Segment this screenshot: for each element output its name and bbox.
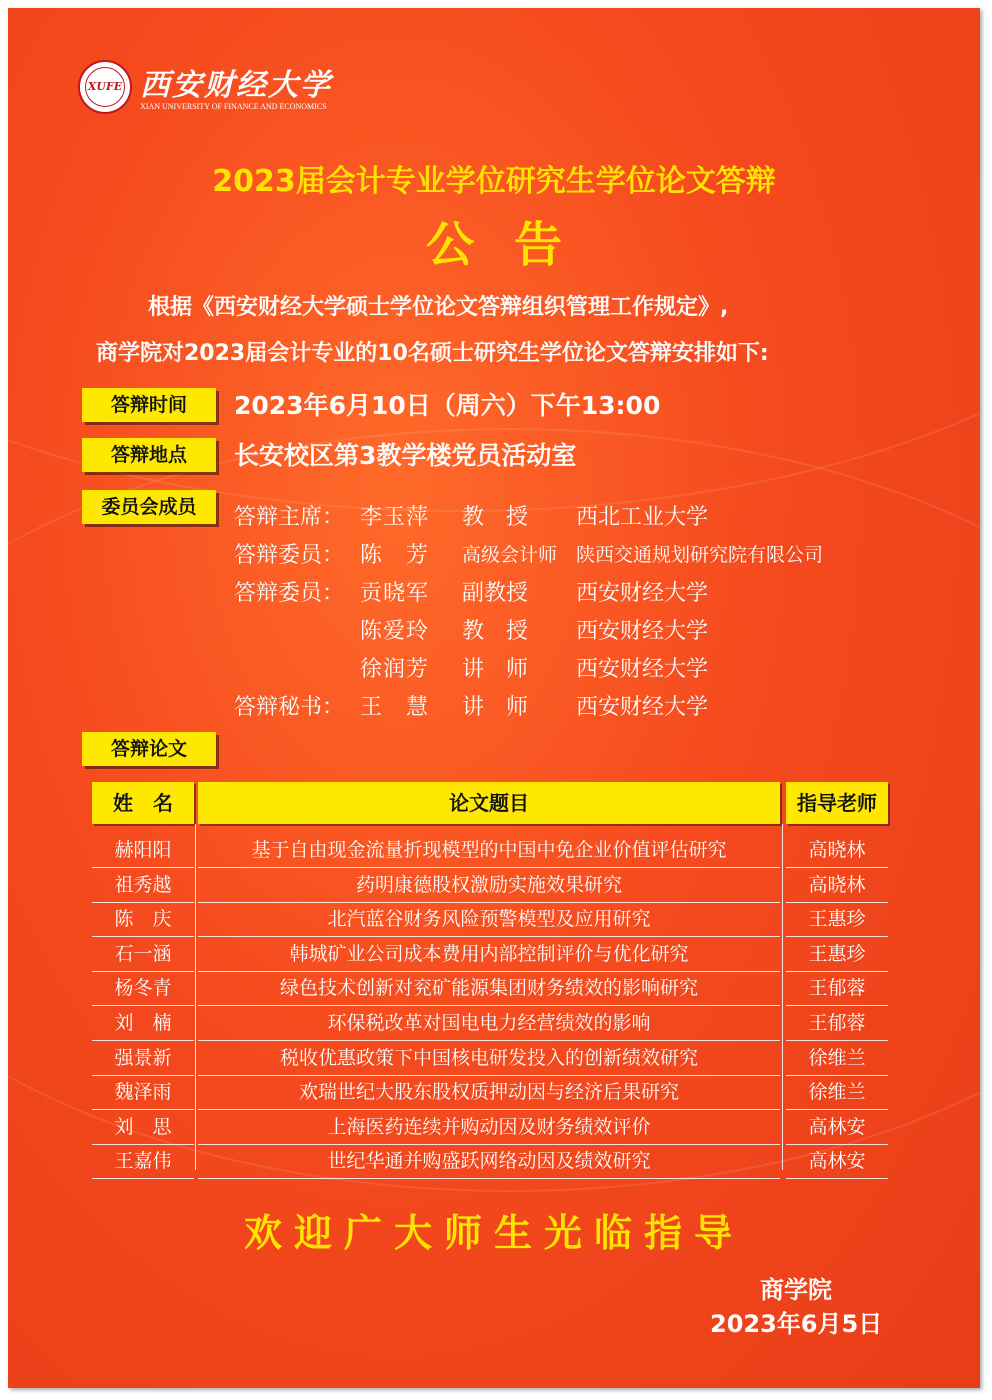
committee-title: 讲 师 bbox=[462, 657, 529, 682]
defense-time: 2023年6月10日（周六）下午13:00 bbox=[234, 391, 661, 420]
committee-role: 答辩委员： bbox=[234, 543, 345, 568]
thesis-title-cell: 绿色技术创新对兖矿能源集团财务绩效的影响研究 bbox=[198, 972, 780, 1006]
announcement-poster bbox=[8, 8, 980, 1388]
committee-title: 高级会计师 bbox=[462, 544, 558, 566]
thesis-title-cell: 韩城矿业公司成本费用内部控制评价与优化研究 bbox=[198, 938, 780, 972]
student-name-cell: 王嘉伟 bbox=[92, 1145, 194, 1179]
thesis-title-cell: 药明康德股权激励实施效果研究 bbox=[198, 869, 780, 903]
student-name-cell: 杨冬青 bbox=[92, 972, 194, 1006]
committee-name: 徐润芳 bbox=[360, 657, 430, 682]
university-name: 西安财经大学 bbox=[140, 68, 332, 103]
advisor-cell: 王郁蓉 bbox=[786, 972, 888, 1006]
advisor-cell: 高晓林 bbox=[786, 869, 888, 903]
university-name-en: XIAN UNIVERSITY OF FINANCE AND ECONOMICS bbox=[140, 102, 327, 111]
thesis-title-cell: 基于自由现金流量折现模型的中国中免企业价值评估研究 bbox=[198, 834, 780, 868]
committee-org: 西安财经大学 bbox=[576, 619, 709, 644]
thesis-title-cell: 欢瑞世纪大股东股权质押动因与经济后果研究 bbox=[198, 1076, 780, 1110]
committee-role: 答辩主席： bbox=[234, 505, 345, 530]
student-name-cell: 刘 楠 bbox=[92, 1007, 194, 1041]
table-row bbox=[92, 903, 888, 938]
advisor-cell: 王郁蓉 bbox=[786, 1007, 888, 1041]
advisor-cell: 徐维兰 bbox=[786, 1076, 888, 1110]
committee-org: 陕西交通规划研究院有限公司 bbox=[576, 544, 824, 566]
announcement-title: 2023届会计专业学位研究生学位论文答辩 bbox=[212, 164, 776, 199]
thesis-title-cell: 上海医药连续并购动因及财务绩效评价 bbox=[198, 1111, 780, 1145]
advisor-cell: 王惠珍 bbox=[786, 938, 888, 972]
student-name-cell: 石一涵 bbox=[92, 938, 194, 972]
thesis-title-cell: 环保税改革对国电电力经营绩效的影响 bbox=[198, 1007, 780, 1041]
table-row bbox=[92, 1007, 888, 1042]
student-name-cell: 赫阳阳 bbox=[92, 834, 194, 868]
thesis-title-cell: 税收优惠政策下中国核电研发投入的创新绩效研究 bbox=[198, 1042, 780, 1076]
committee-name: 李玉萍 bbox=[360, 505, 430, 530]
student-name-cell: 魏泽雨 bbox=[92, 1076, 194, 1110]
defense-place-label: 答辩地点 bbox=[82, 438, 216, 472]
committee-name: 陈 芳 bbox=[360, 543, 430, 568]
committee-org: 西安财经大学 bbox=[576, 695, 709, 720]
table-row bbox=[92, 938, 888, 973]
announcement-heading: 公告 bbox=[425, 217, 602, 273]
table-row bbox=[92, 869, 888, 904]
intro-line-2: 商学院对2023届会计专业的10名硕士研究生学位论文答辩安排如下: bbox=[96, 341, 769, 366]
committee-org: 西安财经大学 bbox=[576, 657, 709, 682]
committee-name: 陈爱玲 bbox=[360, 619, 430, 644]
table-row bbox=[92, 972, 888, 1007]
advisor-cell: 徐维兰 bbox=[786, 1042, 888, 1076]
advisor-cell: 高林安 bbox=[786, 1111, 888, 1145]
university-seal-icon: XUFE bbox=[78, 60, 132, 114]
issuing-department: 商学院 bbox=[760, 1276, 832, 1304]
committee-title: 副教授 bbox=[462, 581, 529, 606]
header-thesis-title: 论文题目 bbox=[198, 782, 780, 824]
committee-label: 委员会成员 bbox=[82, 490, 216, 524]
header-student-name: 姓 名 bbox=[92, 782, 194, 824]
committee-name: 贡晓军 bbox=[360, 581, 430, 606]
intro-line-1: 根据《西安财经大学硕士学位论文答辩组织管理工作规定》, bbox=[148, 295, 729, 320]
header-advisor: 指导老师 bbox=[786, 782, 888, 824]
advisor-cell: 王惠珍 bbox=[786, 903, 888, 937]
table-row bbox=[92, 1076, 888, 1111]
committee-title: 讲 师 bbox=[462, 695, 529, 720]
committee-title: 教 授 bbox=[462, 619, 529, 644]
committee-role: 答辩委员： bbox=[234, 581, 345, 606]
student-name-cell: 刘 思 bbox=[92, 1111, 194, 1145]
welcome-message: 欢迎广大师生光临指导 bbox=[243, 1210, 744, 1255]
thesis-title-cell: 北汽蓝谷财务风险预警模型及应用研究 bbox=[198, 903, 780, 937]
defense-time-label: 答辩时间 bbox=[82, 388, 216, 422]
student-name-cell: 陈 庆 bbox=[92, 903, 194, 937]
university-logo bbox=[78, 58, 338, 122]
defense-place: 长安校区第3教学楼党员活动室 bbox=[234, 441, 577, 470]
table-row bbox=[92, 1111, 888, 1146]
table-row bbox=[92, 834, 888, 869]
table-row bbox=[92, 1042, 888, 1077]
committee-org: 西北工业大学 bbox=[576, 505, 709, 530]
advisor-cell: 高林安 bbox=[786, 1145, 888, 1179]
committee-title: 教 授 bbox=[462, 505, 529, 530]
thesis-title-cell: 世纪华通并购盛跃网络动因及绩效研究 bbox=[198, 1145, 780, 1179]
student-name-cell: 强景新 bbox=[92, 1042, 194, 1076]
thesis-label: 答辩论文 bbox=[82, 732, 216, 766]
committee-name: 王 慧 bbox=[360, 695, 430, 720]
committee-role: 答辩秘书： bbox=[234, 695, 345, 720]
committee-org: 西安财经大学 bbox=[576, 581, 709, 606]
advisor-cell: 高晓林 bbox=[786, 834, 888, 868]
table-row bbox=[92, 1145, 888, 1180]
student-name-cell: 祖秀越 bbox=[92, 869, 194, 903]
issue-date: 2023年6月5日 bbox=[710, 1310, 883, 1338]
